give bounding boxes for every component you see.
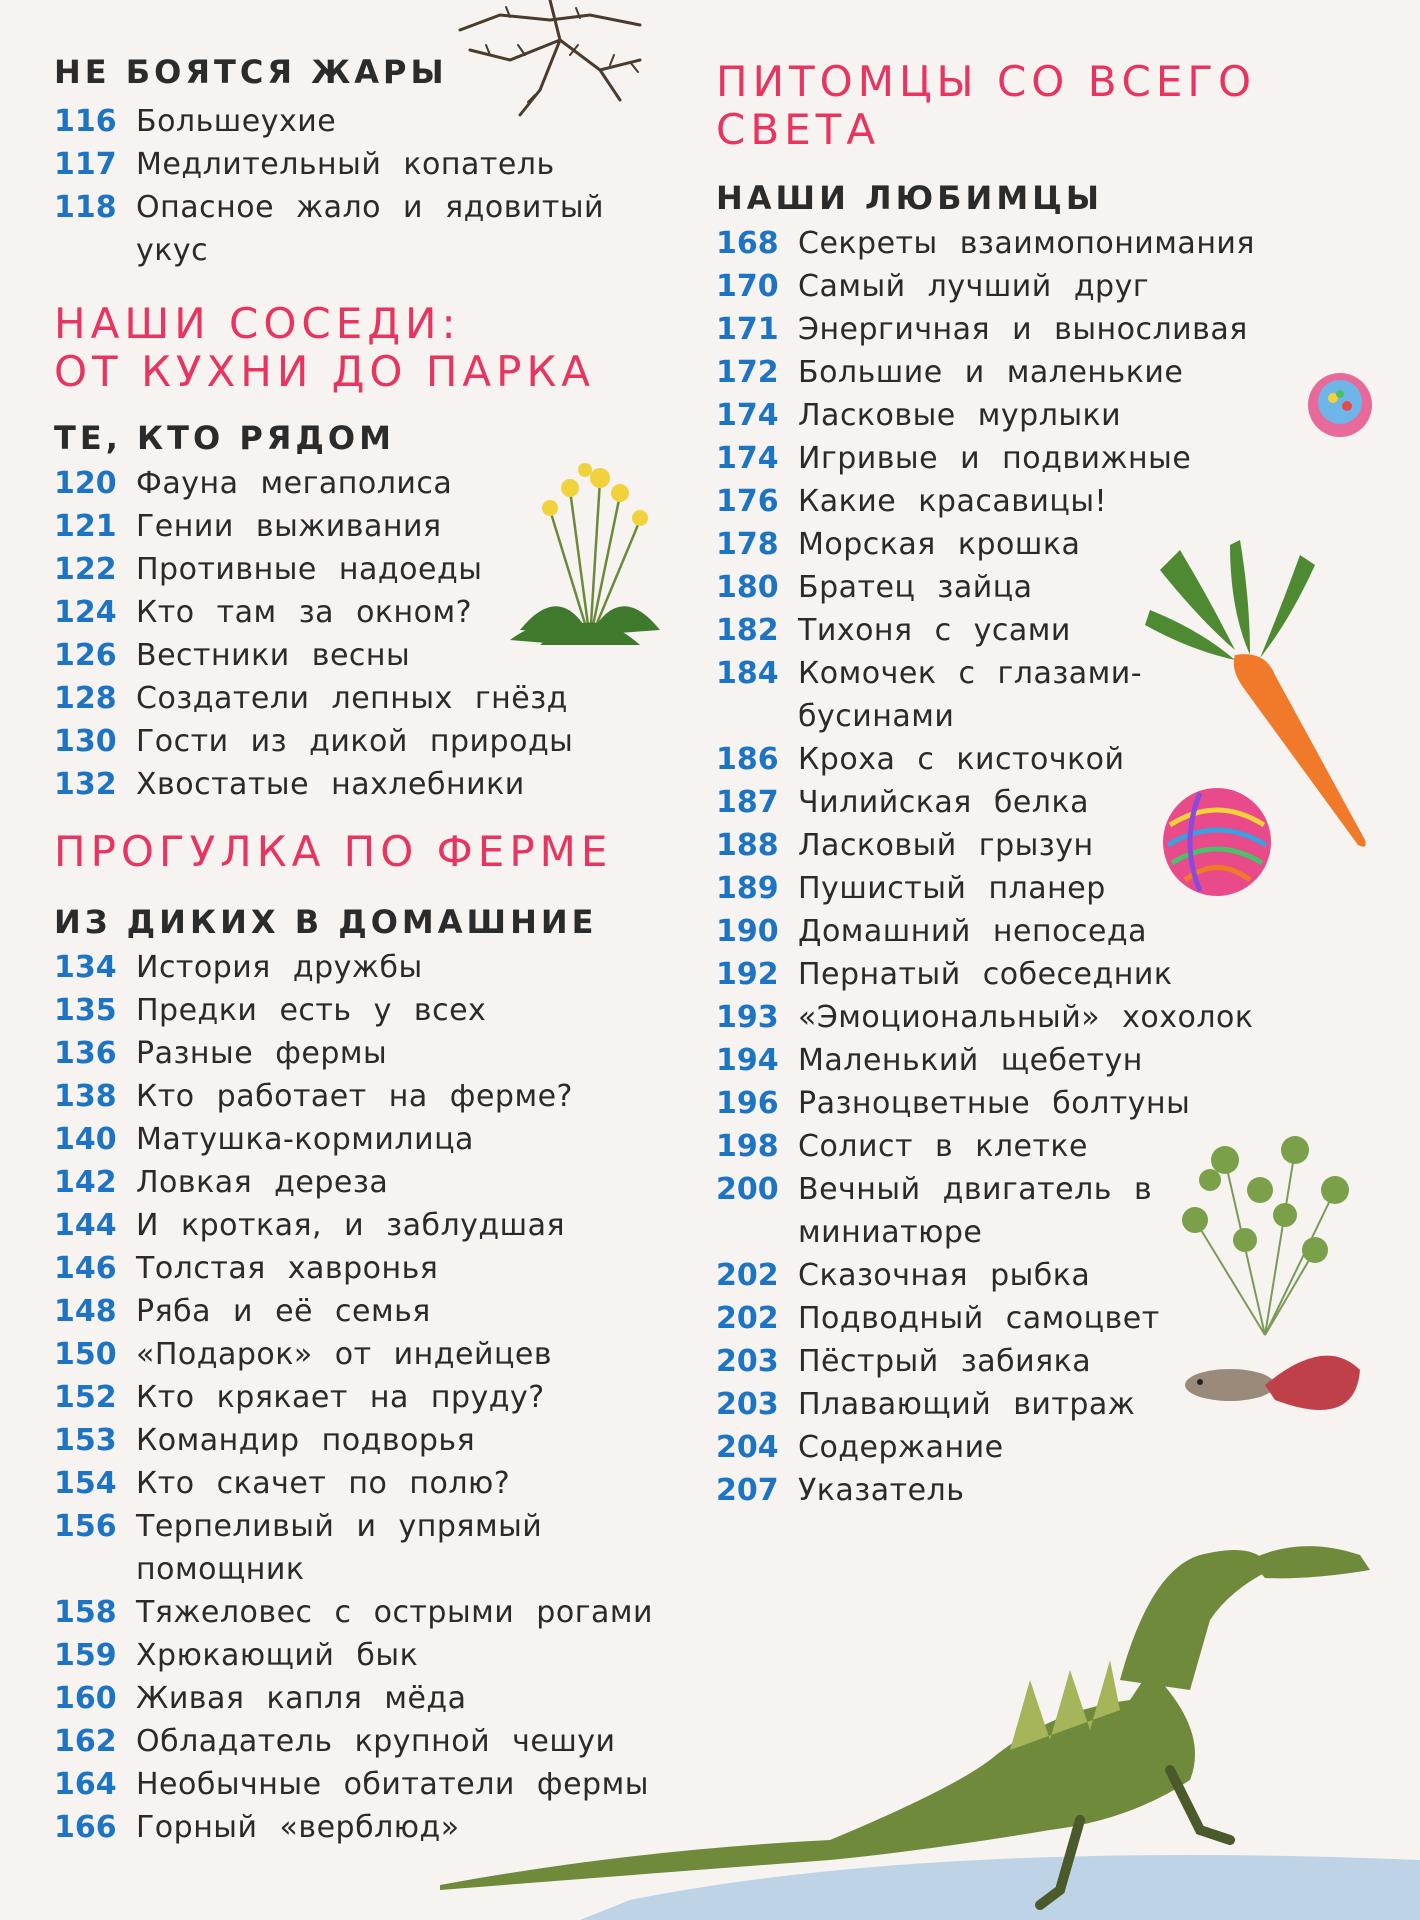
page-number: 153 xyxy=(54,1423,117,1458)
page-number: 202 xyxy=(716,1258,779,1293)
entry-title: Морская крошка xyxy=(798,527,1081,562)
page-number: 116 xyxy=(54,104,117,139)
entry-title: Хрюкающий бык xyxy=(136,1638,419,1673)
section-heading: ТЕ, КТО РЯДОМ xyxy=(54,419,395,457)
toc-entry[interactable] xyxy=(54,1763,694,1806)
page-number: 128 xyxy=(54,681,117,716)
entry-title: Сказочная рыбка xyxy=(798,1258,1091,1293)
toc-entry[interactable] xyxy=(716,1340,1276,1383)
page-number: 188 xyxy=(716,828,779,863)
entry-title: Гости из дикой природы xyxy=(136,724,574,759)
toc-entry[interactable] xyxy=(54,1591,694,1634)
toc-entry[interactable] xyxy=(716,1082,1276,1125)
toc-entry[interactable] xyxy=(716,953,1276,996)
entry-title: Большие и маленькие xyxy=(798,355,1184,390)
entry-title: Какие красавицы! xyxy=(798,484,1108,519)
chapter-heading-line: ОТ КУХНИ ДО ПАРКА xyxy=(54,347,596,396)
toc-entry[interactable] xyxy=(716,523,1276,566)
page-number: 154 xyxy=(54,1466,117,1501)
page-number: 136 xyxy=(54,1036,117,1071)
toc-entry[interactable] xyxy=(716,1039,1276,1082)
entry-title: Игривые и подвижные xyxy=(798,441,1192,476)
toc-entry[interactable] xyxy=(716,394,1276,437)
chapter-heading-line: ПРОГУЛКА ПО ФЕРМЕ xyxy=(54,827,613,876)
toc-entry[interactable] xyxy=(54,1247,694,1290)
page-number: 174 xyxy=(716,398,779,433)
page-number: 122 xyxy=(54,552,117,587)
entry-title: Подводный самоцвет xyxy=(798,1301,1160,1336)
entry-title: Самый лучший друг xyxy=(798,269,1150,304)
toc-entry[interactable] xyxy=(54,634,573,677)
page-number: 142 xyxy=(54,1165,117,1200)
page-number: 158 xyxy=(54,1595,117,1630)
toc-entry[interactable] xyxy=(716,351,1276,394)
toc-list xyxy=(54,462,573,806)
page-number: 164 xyxy=(54,1767,117,1802)
toc-entry[interactable] xyxy=(716,910,1276,953)
toc-entry[interactable] xyxy=(54,1462,694,1505)
entry-title: Ласковый грызун xyxy=(798,828,1094,863)
toc-entry[interactable] xyxy=(716,781,1276,824)
entry-title: Создатели лепных гнёзд xyxy=(136,681,568,716)
toc-entry[interactable] xyxy=(54,1161,694,1204)
page-number: 207 xyxy=(716,1473,779,1508)
entry-title: Ловкая дереза xyxy=(136,1165,389,1200)
chapter-heading xyxy=(54,300,595,396)
page-number: 152 xyxy=(54,1380,117,1415)
toc-entry[interactable] xyxy=(54,100,656,143)
section-heading: НЕ БОЯТСЯ ЖАРЫ xyxy=(54,53,448,91)
page-number: 156 xyxy=(54,1509,117,1544)
entry-title: Ряба и её семья xyxy=(136,1294,431,1329)
toc-entry[interactable] xyxy=(716,265,1276,308)
toc-entry[interactable] xyxy=(716,609,1276,652)
entry-title: Необычные обитатели фермы xyxy=(136,1767,649,1802)
page-number: 198 xyxy=(716,1129,779,1164)
entry-title: История дружбы xyxy=(136,950,423,985)
toc-entry[interactable] xyxy=(716,437,1276,480)
toc-entry[interactable] xyxy=(716,1469,1276,1512)
page-number: 159 xyxy=(54,1638,117,1673)
entry-title: Толстая хавронья xyxy=(136,1251,439,1286)
page-number: 184 xyxy=(716,656,779,691)
entry-title: Указатель xyxy=(798,1473,965,1508)
page-number: 182 xyxy=(716,613,779,648)
entry-title: И кроткая, и заблудшая xyxy=(136,1208,566,1243)
entry-title: Кто там за окном? xyxy=(136,595,473,630)
toc-entry[interactable] xyxy=(716,652,1276,738)
toc-entry[interactable] xyxy=(716,480,1276,523)
page-number: 174 xyxy=(716,441,779,476)
entry-title: Комочек с глазами-бусинами xyxy=(798,656,1143,734)
page-number: 150 xyxy=(54,1337,117,1372)
page-number: 132 xyxy=(54,767,117,802)
page-number: 180 xyxy=(716,570,779,605)
page-number: 204 xyxy=(716,1430,779,1465)
toc-entry[interactable] xyxy=(54,1333,694,1376)
toc-entry[interactable] xyxy=(54,462,573,505)
entry-title: Разноцветные болтуны xyxy=(798,1086,1191,1121)
entry-title: Хвостатые нахлебники xyxy=(136,767,525,802)
entry-title: Ласковые мурлыки xyxy=(798,398,1122,433)
entry-title: Чилийская белка xyxy=(798,785,1089,820)
toc-entry[interactable] xyxy=(716,1168,1276,1254)
page-number: 168 xyxy=(716,226,779,261)
chapter-heading-line: СВЕТА xyxy=(716,105,881,154)
page-number: 160 xyxy=(54,1681,117,1716)
entry-title: Кто работает на ферме? xyxy=(136,1079,573,1114)
page-number: 124 xyxy=(54,595,117,630)
section-heading: НАШИ ЛЮБИМЦЫ xyxy=(716,179,1103,217)
toc-list xyxy=(54,946,694,1849)
page-number: 146 xyxy=(54,1251,117,1286)
page-number: 193 xyxy=(716,1000,779,1035)
toc-entry[interactable] xyxy=(54,1634,694,1677)
entry-title: Обладатель крупной чешуи xyxy=(136,1724,616,1759)
toc-list xyxy=(716,222,1276,1512)
page-number: 170 xyxy=(716,269,779,304)
page-number: 166 xyxy=(54,1810,117,1845)
toc-entry[interactable] xyxy=(54,143,656,186)
toc-entry[interactable] xyxy=(716,1125,1276,1168)
page-number: 135 xyxy=(54,993,117,1028)
entry-title: Кто крякает на пруду? xyxy=(136,1380,545,1415)
toc-entry[interactable] xyxy=(54,1720,694,1763)
toy-ball-illustration xyxy=(1305,370,1375,440)
toc-entry[interactable] xyxy=(54,1806,694,1849)
page-number: 192 xyxy=(716,957,779,992)
entry-title: Противные надоеды xyxy=(136,552,483,587)
toc-entry[interactable] xyxy=(54,1376,694,1419)
entry-title: Медлительный копатель xyxy=(136,147,555,182)
toc-entry[interactable] xyxy=(54,548,573,591)
section-heading: ИЗ ДИКИХ В ДОМАШНИЕ xyxy=(54,903,598,941)
page-number: 134 xyxy=(54,950,117,985)
toc-entry[interactable] xyxy=(54,1677,694,1720)
toc-entry[interactable] xyxy=(54,677,573,720)
page-number: 118 xyxy=(54,190,117,225)
entry-title: «Подарок» от индейцев xyxy=(136,1337,553,1372)
page-number: 187 xyxy=(716,785,779,820)
toc-entry[interactable] xyxy=(716,1383,1276,1426)
chapter-heading-line: ПИТОМЦЫ СО ВСЕГО xyxy=(716,57,1257,106)
entry-title: Тихоня с усами xyxy=(798,613,1071,648)
page-number: 120 xyxy=(54,466,117,501)
toc-entry[interactable] xyxy=(716,1426,1276,1469)
entry-title: Секреты взаимопонимания xyxy=(798,226,1255,261)
page-number: 162 xyxy=(54,1724,117,1759)
entry-title: Содержание xyxy=(798,1430,1004,1465)
page-number: 202 xyxy=(716,1301,779,1336)
entry-title: Кроха с кисточкой xyxy=(798,742,1125,777)
entry-title: Командир подворья xyxy=(136,1423,476,1458)
entry-title: Пёстрый забияка xyxy=(798,1344,1092,1379)
page-number: 189 xyxy=(716,871,779,906)
toc-entry[interactable] xyxy=(716,996,1276,1039)
toc-entry[interactable] xyxy=(54,505,573,548)
entry-title: «Эмоциональный» хохолок xyxy=(798,1000,1254,1035)
entry-title: Предки есть у всех xyxy=(136,993,487,1028)
entry-title: Горный «верблюд» xyxy=(136,1810,460,1845)
page-number: 176 xyxy=(716,484,779,519)
page-number: 190 xyxy=(716,914,779,949)
page-number: 186 xyxy=(716,742,779,777)
toc-entry[interactable] xyxy=(54,186,656,272)
toc-entry[interactable] xyxy=(54,1505,694,1591)
entry-title: Пернатый собеседник xyxy=(798,957,1173,992)
page-number: 148 xyxy=(54,1294,117,1329)
entry-title: Домашний непоседа xyxy=(798,914,1148,949)
toc-entry[interactable] xyxy=(54,1118,694,1161)
toc-entry[interactable] xyxy=(716,867,1276,910)
page-number: 121 xyxy=(54,509,117,544)
page-number: 117 xyxy=(54,147,117,182)
entry-title: Энергичная и выносливая xyxy=(798,312,1248,347)
toc-entry[interactable] xyxy=(716,308,1276,351)
entry-title: Маленький щебетун xyxy=(798,1043,1143,1078)
toc-entry[interactable] xyxy=(54,1419,694,1462)
toc-entry[interactable] xyxy=(54,1032,694,1075)
page-number: 172 xyxy=(716,355,779,390)
entry-title: Вечный двигатель в миниатюре xyxy=(798,1172,1153,1250)
toc-entry[interactable] xyxy=(716,1254,1276,1297)
page-number: 126 xyxy=(54,638,117,673)
toc-entry[interactable] xyxy=(54,591,573,634)
toc-entry[interactable] xyxy=(54,1204,694,1247)
entry-title: Фауна мегаполиса xyxy=(136,466,453,501)
toc-entry[interactable] xyxy=(54,1290,694,1333)
entry-title: Кто скачет по полю? xyxy=(136,1466,511,1501)
entry-title: Вестники весны xyxy=(136,638,411,673)
toc-entry[interactable] xyxy=(54,763,573,806)
toc-entry[interactable] xyxy=(54,946,694,989)
toc-entry[interactable] xyxy=(716,738,1276,781)
entry-title: Пушистый планер xyxy=(798,871,1106,906)
entry-title: Братец зайца xyxy=(798,570,1033,605)
toc-entry[interactable] xyxy=(54,989,694,1032)
page-number: 130 xyxy=(54,724,117,759)
toc-entry[interactable] xyxy=(716,824,1276,867)
page-number: 196 xyxy=(716,1086,779,1121)
entry-title: Солист в клетке xyxy=(798,1129,1089,1164)
entry-title: Живая капля мёда xyxy=(136,1681,467,1716)
entry-title: Плавающий витраж xyxy=(798,1387,1136,1422)
entry-title: Матушка-кормилица xyxy=(136,1122,474,1157)
page-number: 200 xyxy=(716,1172,779,1207)
toc-entry[interactable] xyxy=(716,1297,1276,1340)
page-number: 140 xyxy=(54,1122,117,1157)
page-number: 171 xyxy=(716,312,779,347)
page-number: 178 xyxy=(716,527,779,562)
page-number: 144 xyxy=(54,1208,117,1243)
entry-title: Опасное жало и ядовитый укус xyxy=(136,190,605,268)
chapter-heading xyxy=(716,58,1256,154)
entry-title: Терпеливый и упрямый помощник xyxy=(136,1509,543,1587)
page-number: 203 xyxy=(716,1387,779,1422)
page-number: 194 xyxy=(716,1043,779,1078)
toc-entry[interactable] xyxy=(716,222,1276,265)
chapter-heading-line: НАШИ СОСЕДИ: xyxy=(54,299,461,348)
toc-list xyxy=(54,100,656,272)
entry-title: Большеухие xyxy=(136,104,337,139)
entry-title: Гении выживания xyxy=(136,509,442,544)
chapter-heading xyxy=(54,828,612,876)
toc-entry[interactable] xyxy=(716,566,1276,609)
toc-entry[interactable] xyxy=(54,1075,694,1118)
toc-entry[interactable] xyxy=(54,720,573,763)
entry-title: Тяжеловес с острыми рогами xyxy=(136,1595,653,1630)
entry-title: Разные фермы xyxy=(136,1036,388,1071)
page-number: 138 xyxy=(54,1079,117,1114)
page-number: 203 xyxy=(716,1344,779,1379)
